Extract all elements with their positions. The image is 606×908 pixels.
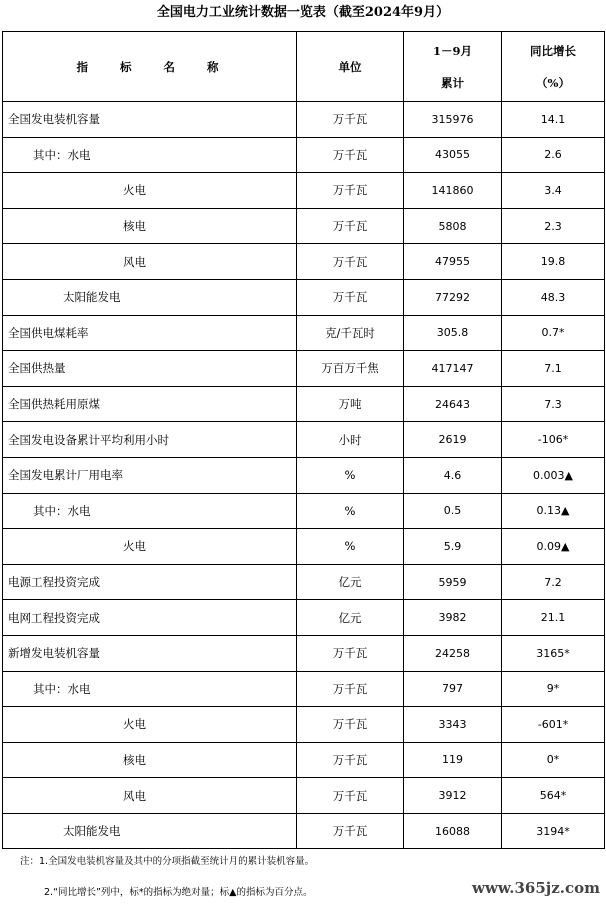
yoy-change-cell: 0.7*: [502, 315, 605, 351]
cumulative-value-cell: 3912: [404, 778, 502, 814]
unit-cell: 亿元: [297, 600, 404, 636]
indicator-name-cell: 其中：水电: [3, 493, 297, 529]
indicator-name-cell: 其中：水电: [3, 137, 297, 173]
indicator-name-cell: 太阳能发电: [3, 279, 297, 315]
yoy-change-cell: 19.8: [502, 244, 605, 280]
cumulative-value-cell: 417147: [404, 351, 502, 387]
cumulative-value-cell: 43055: [404, 137, 502, 173]
unit-cell: 万千瓦: [297, 742, 404, 778]
cumulative-value-cell: 141860: [404, 173, 502, 209]
table-row: [3, 671, 605, 707]
yoy-change-cell: 3165*: [502, 635, 605, 671]
table-row: [3, 208, 605, 244]
unit-cell: 万千瓦: [297, 279, 404, 315]
unit-cell: 万千瓦: [297, 707, 404, 743]
unit-cell: 万千瓦: [297, 813, 404, 849]
cumulative-value-cell: 3343: [404, 707, 502, 743]
footnote-1: 注：1.全国发电装机容量及其中的分项指截至统计月的累计装机容量。: [20, 856, 315, 867]
table-row: [3, 422, 605, 458]
table-row: [3, 279, 605, 315]
yoy-change-cell: 3194*: [502, 813, 605, 849]
table-body: [3, 102, 605, 849]
unit-cell: 万千瓦: [297, 102, 404, 138]
cumulative-value-cell: 315976: [404, 102, 502, 138]
page-title: 全国电力工业统计数据一览表（截至2024年9月）: [156, 5, 450, 20]
yoy-change-cell: 2.6: [502, 137, 605, 173]
cumulative-value-cell: 3982: [404, 600, 502, 636]
header-unit: 单位: [297, 32, 404, 102]
table-row: [3, 529, 605, 565]
table-row: [3, 600, 605, 636]
cumulative-value-cell: 5959: [404, 564, 502, 600]
indicator-name-cell: 全国发电累计厂用电率: [3, 457, 297, 493]
unit-cell: 万吨: [297, 386, 404, 422]
cumulative-value-cell: 24643: [404, 386, 502, 422]
header-indicator-name: 指 标 名 称: [3, 32, 297, 102]
table-row: [3, 244, 605, 280]
unit-cell: 万千瓦: [297, 208, 404, 244]
cumulative-value-cell: 5808: [404, 208, 502, 244]
table-header-row: [3, 32, 605, 102]
indicator-name-cell: 新增发电装机容量: [3, 635, 297, 671]
cumulative-value-cell: 24258: [404, 635, 502, 671]
table-row: [3, 173, 605, 209]
yoy-change-cell: 3.4: [502, 173, 605, 209]
yoy-change-cell: 0.003▲: [502, 457, 605, 493]
table-row: [3, 102, 605, 138]
cumulative-value-cell: 797: [404, 671, 502, 707]
indicator-name-cell: 火电: [3, 529, 297, 565]
cumulative-value-cell: 119: [404, 742, 502, 778]
watermark: www.365jz.com: [472, 879, 600, 897]
header-yoy: [502, 32, 605, 102]
yoy-change-cell: 9*: [502, 671, 605, 707]
table-row: [3, 351, 605, 387]
table-row: [3, 635, 605, 671]
indicator-name-cell: 全国发电设备累计平均利用小时: [3, 422, 297, 458]
cumulative-value-cell: 5.9: [404, 529, 502, 565]
unit-cell: %: [297, 493, 404, 529]
unit-cell: %: [297, 457, 404, 493]
table-row: [3, 742, 605, 778]
unit-cell: 万千瓦: [297, 137, 404, 173]
indicator-name-cell: 火电: [3, 707, 297, 743]
table-row: [3, 137, 605, 173]
indicator-name-cell: 全国供热耗用原煤: [3, 386, 297, 422]
indicator-name-cell: 核电: [3, 208, 297, 244]
yoy-change-cell: 0.13▲: [502, 493, 605, 529]
unit-cell: 万千瓦: [297, 778, 404, 814]
header-cumulative-line2: 累计: [441, 75, 464, 90]
footnote-2: 2.“同比增长”列中，标*的指标为绝对量；标▲的指标为百分点。: [44, 887, 313, 898]
unit-cell: 小时: [297, 422, 404, 458]
unit-cell: 克/千瓦时: [297, 315, 404, 351]
indicator-name-cell: 风电: [3, 244, 297, 280]
yoy-change-cell: 14.1: [502, 102, 605, 138]
yoy-change-cell: 21.1: [502, 600, 605, 636]
yoy-change-cell: 2.3: [502, 208, 605, 244]
table-row: [3, 386, 605, 422]
unit-cell: 万千瓦: [297, 635, 404, 671]
header-yoy-line1: 同比增长: [530, 43, 576, 58]
table-row: [3, 457, 605, 493]
cumulative-value-cell: 4.6: [404, 457, 502, 493]
unit-cell: 万千瓦: [297, 173, 404, 209]
cumulative-value-cell: 305.8: [404, 315, 502, 351]
header-cumulative-line1: 1－9月: [432, 43, 472, 58]
cumulative-value-cell: 47955: [404, 244, 502, 280]
statistics-table: [2, 31, 605, 849]
yoy-change-cell: 0*: [502, 742, 605, 778]
cumulative-value-cell: 16088: [404, 813, 502, 849]
indicator-name-cell: 太阳能发电: [3, 813, 297, 849]
indicator-name-cell: 火电: [3, 173, 297, 209]
yoy-change-cell: -601*: [502, 707, 605, 743]
indicator-name-cell: 全国发电装机容量: [3, 102, 297, 138]
table-row: [3, 493, 605, 529]
yoy-change-cell: 564*: [502, 778, 605, 814]
unit-cell: 万千瓦: [297, 671, 404, 707]
cumulative-value-cell: 0.5: [404, 493, 502, 529]
indicator-name-cell: 核电: [3, 742, 297, 778]
table-row: [3, 707, 605, 743]
indicator-name-cell: 其中：水电: [3, 671, 297, 707]
indicator-name-cell: 电源工程投资完成: [3, 564, 297, 600]
indicator-name-cell: 全国供热量: [3, 351, 297, 387]
table-row: [3, 778, 605, 814]
footnotes: [20, 846, 314, 908]
unit-cell: %: [297, 529, 404, 565]
yoy-change-cell: 7.3: [502, 386, 605, 422]
unit-cell: 万百万千焦: [297, 351, 404, 387]
header-yoy-line2: （%）: [536, 75, 570, 90]
table-row: [3, 564, 605, 600]
indicator-name-cell: 全国供电煤耗率: [3, 315, 297, 351]
unit-cell: 亿元: [297, 564, 404, 600]
yoy-change-cell: -106*: [502, 422, 605, 458]
yoy-change-cell: 0.09▲: [502, 529, 605, 565]
indicator-name-cell: 风电: [3, 778, 297, 814]
yoy-change-cell: 7.2: [502, 564, 605, 600]
yoy-change-cell: 7.1: [502, 351, 605, 387]
table-row: [3, 813, 605, 849]
indicator-name-cell: 电网工程投资完成: [3, 600, 297, 636]
header-cumulative: [404, 32, 502, 102]
table-row: [3, 315, 605, 351]
unit-cell: 万千瓦: [297, 244, 404, 280]
cumulative-value-cell: 77292: [404, 279, 502, 315]
yoy-change-cell: 48.3: [502, 279, 605, 315]
cumulative-value-cell: 2619: [404, 422, 502, 458]
